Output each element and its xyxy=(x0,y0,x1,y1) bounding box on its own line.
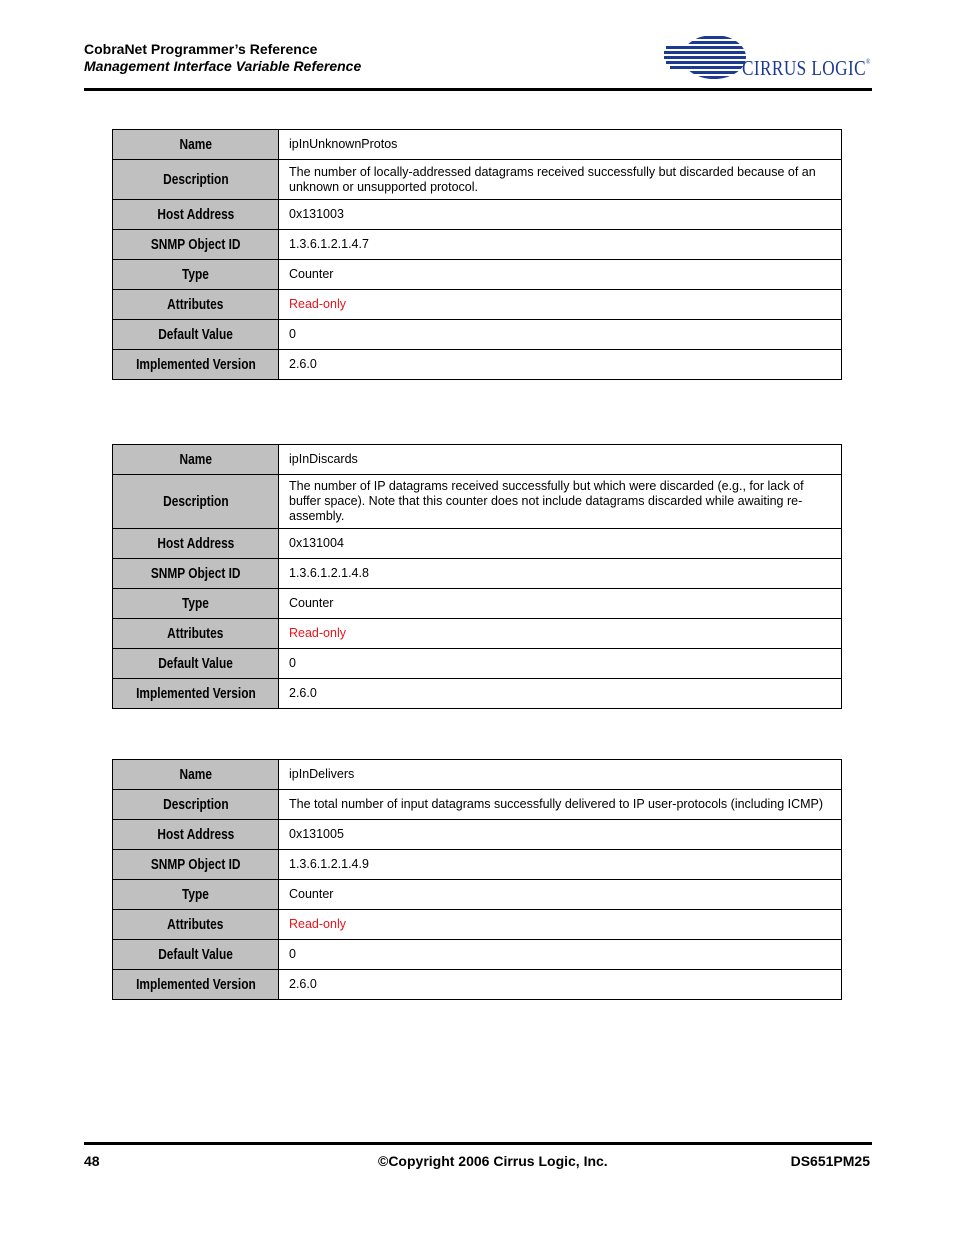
value-name: ipInDelivers xyxy=(279,760,842,790)
value-implemented-version: 2.6.0 xyxy=(279,679,842,709)
label-description: Description xyxy=(113,475,279,529)
label-name: Name xyxy=(113,130,279,160)
value-host-address: 0x131005 xyxy=(279,820,842,850)
label-type: Type xyxy=(113,589,279,619)
value-default-value: 0 xyxy=(279,320,842,350)
value-name: ipInDiscards xyxy=(279,445,842,475)
value-type: Counter xyxy=(279,880,842,910)
label-snmp-object-id: SNMP Object ID xyxy=(113,559,279,589)
value-name: ipInUnknownProtos xyxy=(279,130,842,160)
document-title: CobraNet Programmer’s Reference xyxy=(84,41,318,57)
value-default-value: 0 xyxy=(279,649,842,679)
label-default-value: Default Value xyxy=(113,940,279,970)
label-default-value: Default Value xyxy=(113,320,279,350)
value-implemented-version: 2.6.0 xyxy=(279,970,842,1000)
variable-table-ipinunknownprotos xyxy=(112,129,842,380)
label-default-value: Default Value xyxy=(113,649,279,679)
label-description: Description xyxy=(113,790,279,820)
page-number: 48 xyxy=(84,1153,100,1169)
variable-table-ipindelivers xyxy=(112,759,842,1000)
value-snmp-object-id: 1.3.6.1.2.1.4.9 xyxy=(279,850,842,880)
label-attributes: Attributes xyxy=(113,619,279,649)
value-type: Counter xyxy=(279,260,842,290)
value-type: Counter xyxy=(279,589,842,619)
value-host-address: 0x131003 xyxy=(279,200,842,230)
label-name: Name xyxy=(113,445,279,475)
value-description: The number of locally-addressed datagrams received successfully but discarded because of an unknown or unsupported protocol. xyxy=(279,160,842,200)
value-snmp-object-id: 1.3.6.1.2.1.4.7 xyxy=(279,230,842,260)
footer-divider xyxy=(84,1142,872,1145)
label-implemented-version: Implemented Version xyxy=(113,350,279,380)
label-attributes: Attributes xyxy=(113,910,279,940)
value-host-address: 0x131004 xyxy=(279,529,842,559)
label-type: Type xyxy=(113,260,279,290)
value-description: The number of IP datagrams received successfully but which were discarded (e.g., for lack of buffer space). Note that this counter does not include datagrams discarded while awaiting re-assembly. xyxy=(279,475,842,529)
value-description: The total number of input datagrams successfully delivered to IP user-protocols (including ICMP) xyxy=(279,790,842,820)
label-host-address: Host Address xyxy=(113,820,279,850)
value-snmp-object-id: 1.3.6.1.2.1.4.8 xyxy=(279,559,842,589)
label-name: Name xyxy=(113,760,279,790)
value-attributes: Read-only xyxy=(279,619,842,649)
document-subtitle: Management Interface Variable Reference xyxy=(84,58,362,74)
document-id: DS651PM25 xyxy=(790,1153,870,1169)
logo-wordmark: CIRRUS LOGIC® xyxy=(742,56,871,80)
copyright-notice: ©Copyright 2006 Cirrus Logic, Inc. xyxy=(378,1153,608,1169)
value-attributes: Read-only xyxy=(279,290,842,320)
label-snmp-object-id: SNMP Object ID xyxy=(113,230,279,260)
header-divider xyxy=(84,88,872,91)
cirrus-logic-logo xyxy=(664,34,874,80)
variable-table-ipindiscards xyxy=(112,444,842,709)
label-description: Description xyxy=(113,160,279,200)
label-host-address: Host Address xyxy=(113,200,279,230)
cirrus-logo-icon xyxy=(664,34,748,80)
label-implemented-version: Implemented Version xyxy=(113,679,279,709)
value-attributes: Read-only xyxy=(279,910,842,940)
label-snmp-object-id: SNMP Object ID xyxy=(113,850,279,880)
value-implemented-version: 2.6.0 xyxy=(279,350,842,380)
label-implemented-version: Implemented Version xyxy=(113,970,279,1000)
label-attributes: Attributes xyxy=(113,290,279,320)
value-default-value: 0 xyxy=(279,940,842,970)
label-type: Type xyxy=(113,880,279,910)
label-host-address: Host Address xyxy=(113,529,279,559)
